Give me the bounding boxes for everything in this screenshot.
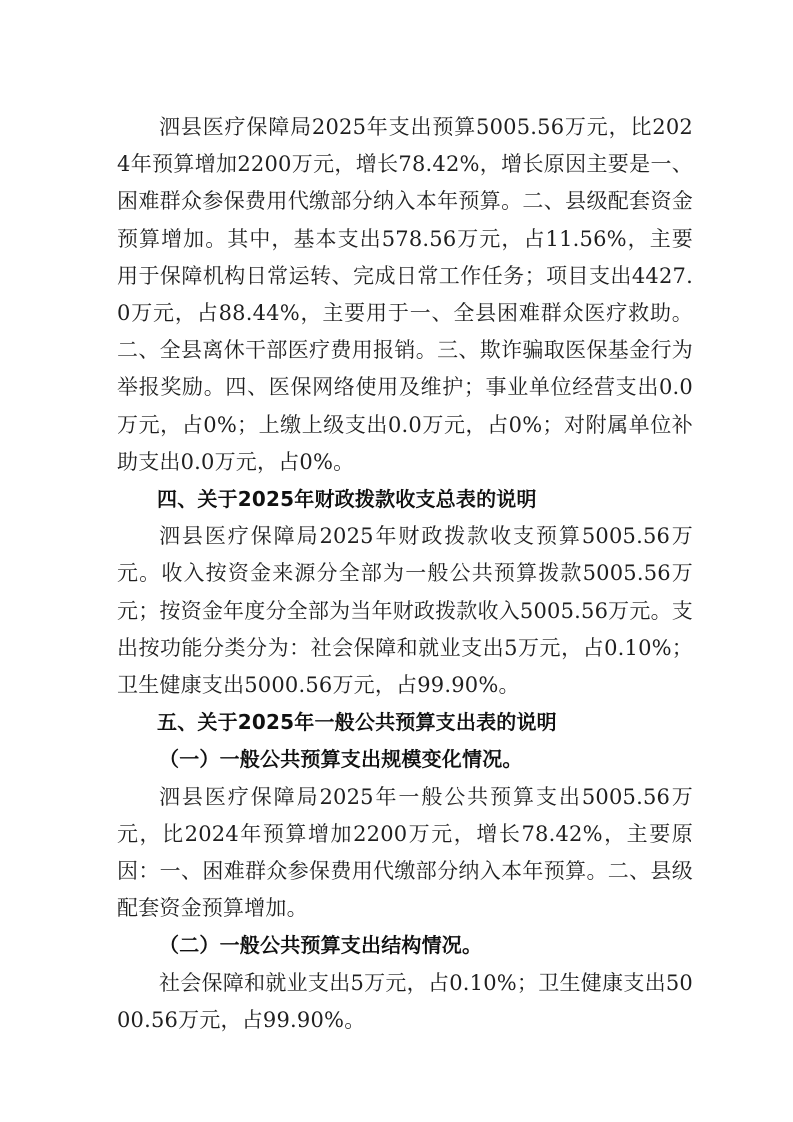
section-heading-4: 四、关于2025年财政拨款收支总表的说明 (157, 487, 537, 512)
document-body (117, 109, 693, 1039)
paragraph-scale-change: 泗县医疗保障局2025年一般公共预算支出5005.56万元，比2024年预算增加2200万元，增长78.42%，主要原因：一、困难群众参保费用代缴部分纳入本年预算。二、县级配套资金预算增加。 (117, 784, 693, 921)
paragraph-expenditure-budget: 泗县医疗保障局2025年支出预算5005.56万元，比2024年预算增加2200万元，增长78.42%，增长原因主要是一、困难群众参保费用代缴部分纳入本年预算。二、县级配套资金预算增加。其中，基本支出578.56万元，占11.56%，主要用于保障机构日常运转、完成日常工作任务；项目支出4427.0万元，占88.44%，主要用于一、全县困难群众医疗救助。二、全县离休干部医疗费用报销。三、欺诈骗取医保基金行为举报奖励。四、医保网络使用及维护；事业单位经营支出0.0万元，占0%；上缴上级支出0.0万元，占0%；对附属单位补助支出0.0万元，占0%。 (117, 115, 693, 474)
paragraph-fiscal-appropriation: 泗县医疗保障局2025年财政拨款收支预算5005.56万元。收入按资金来源分全部为一般公共预算拨款5005.56万元；按资金年度分全部为当年财政拨款收入5005.56万元。支出按功能分类分为：社会保障和就业支出5万元，占0.10%；卫生健康支出5000.56万元，占99.90%。 (117, 524, 693, 698)
subsection-heading-1: （一）一般公共预算支出规模变化情况。 (159, 747, 523, 772)
paragraph-structure: 社会保障和就业支出5万元，占0.10%；卫生健康支出5000.56万元，占99.90%。 (117, 970, 693, 1032)
section-heading-5: 五、关于2025年一般公共预算支出表的说明 (157, 710, 557, 735)
subsection-heading-2: （二）一般公共预算支出结构情况。 (159, 933, 483, 958)
